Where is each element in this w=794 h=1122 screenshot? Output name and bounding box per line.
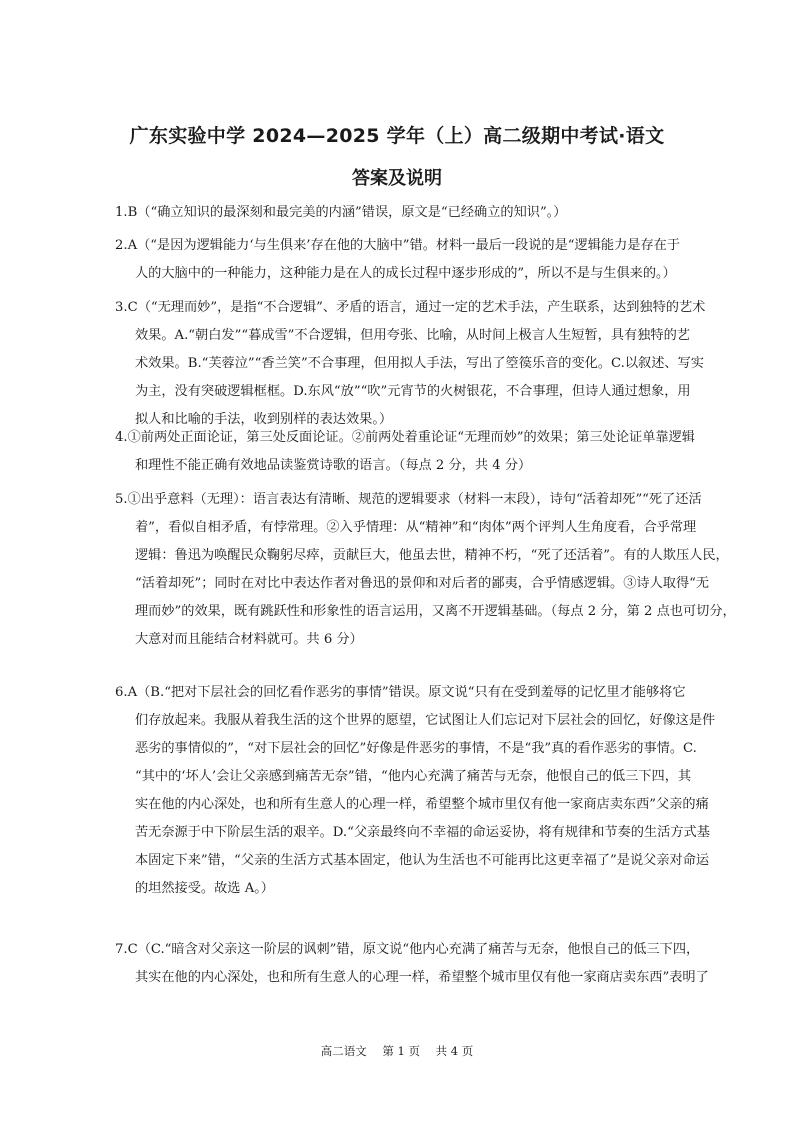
item-number: 1. bbox=[115, 205, 128, 220]
answer-line bbox=[115, 424, 755, 452]
answer-line: 苦无奈源于中下阶层生活的艰辛。D.“父亲最终向不幸福的命运妥协，将有规律和节奏的生活方式基 bbox=[135, 825, 710, 840]
answer-item-5 bbox=[115, 486, 755, 654]
item-text: （C.“暗含对父亲这一阶层的讽刺”错，原文说“他内心充满了痛苦与无奈，他恨自己的低三下四， bbox=[137, 942, 700, 957]
page-title: 广东实验中学 2024—2025 学年（上）高二级期中考试·语文 bbox=[129, 125, 665, 147]
answer-line: 人的大脑中的一种能力，这种能力是在人的成长过程中逐步形成的”，所以不是与生俱来的。） bbox=[135, 266, 676, 281]
footer-total-pages: 共 4 页 bbox=[435, 1044, 474, 1058]
footer-page-number: 第 1 页 bbox=[382, 1044, 420, 1058]
answer-line: 理而妙”的效果，既有跳跃性和形象性的语言运用，又离不开逻辑基础。（每点 2 分，第 2 点也可切分， bbox=[135, 604, 736, 619]
answer-item-6 bbox=[115, 679, 755, 903]
answer-line: 大意对而且能结合材料就可。共 6 分） bbox=[135, 632, 363, 647]
answer-line: “活着却死”；同时在对比中表达作者对鲁迅的景仰和对后者的鄙夷，合乎情感逻辑。③诗人取得“无 bbox=[135, 576, 710, 591]
answer-item-7 bbox=[115, 936, 755, 992]
item-answer: C bbox=[127, 300, 138, 315]
page-subtitle: 答案及说明 bbox=[352, 168, 442, 189]
answer-line: 和理性不能正确有效地品读鉴赏诗歌的语言。（每点 2 分，共 4 分） bbox=[135, 458, 532, 473]
item-number: 6. bbox=[115, 685, 128, 700]
answer-line: 实在他的内心深处，也和所有生意人的心理一样，希望整个城市里仅有他一家商店卖东西”父亲的痛 bbox=[135, 797, 709, 812]
item-number: 7. bbox=[115, 942, 128, 957]
answer-line: 其实在他的内心深处，也和所有生意人的心理一样，希望整个城市里仅有他一家商店卖东西”表明了 bbox=[135, 970, 709, 985]
item-text: （“是因为逻辑能力‘与生俱来’存在他的大脑中”错。材料一最后一段说的是“逻辑能力是存在于 bbox=[137, 238, 681, 253]
answer-line bbox=[115, 232, 755, 260]
page-footer bbox=[0, 1043, 794, 1059]
item-text: （B.“把对下层社会的回忆看作恶劣的事情”错误。原文说“只有在受到羞辱的记忆里才能够将它 bbox=[137, 685, 686, 700]
answer-line: 本固定下来”错，“父亲的生活方式基本固定，他认为生活也不可能再比这更幸福了”是说父亲对命运 bbox=[135, 853, 710, 868]
answer-line: 效果。A.“朝白发”“暮成雪”不合逻辑，但用夸张、比喻，从时间上极言人生短暂，具有独特的艺 bbox=[135, 328, 690, 343]
answer-line: 为主，没有突破逻辑框框。D.东风“放”“吹”元宵节的火树银花，不合事理，但诗人通过想象，用 bbox=[135, 384, 691, 399]
answer-item-1 bbox=[115, 199, 755, 227]
answer-item-2 bbox=[115, 232, 755, 288]
answer-line bbox=[115, 679, 755, 707]
answer-line bbox=[115, 199, 755, 227]
answer-line bbox=[115, 936, 755, 964]
item-answer: B bbox=[127, 205, 138, 220]
answer-line: 的坦然接受。故选 A。） bbox=[135, 881, 274, 896]
item-answer: C bbox=[127, 942, 138, 957]
item-number: 2. bbox=[115, 238, 128, 253]
item-number: 4. bbox=[115, 430, 128, 445]
item-answer: A bbox=[127, 685, 138, 700]
item-text: （“无理而妙”，是指“不合逻辑”、矛盾的语言，通过一定的艺术手法，产生联系，达到独特的艺术 bbox=[137, 300, 706, 315]
answer-line: “其中的‘坏人’会让父亲感到痛苦无奈”错，“他内心充满了痛苦与无奈，他恨自己的低三下四，其 bbox=[135, 769, 692, 784]
item-number: 5. bbox=[115, 492, 128, 507]
answer-line bbox=[115, 486, 755, 514]
item-number: 3. bbox=[115, 300, 128, 315]
item-text: ①出乎意料（无理）：语言表达有清晰、规范的逻辑要求（材料一末段），诗句“活着却死”“死了还活 bbox=[127, 492, 702, 507]
answer-line: 们存放起来。我服从着我生活的这个世界的愿望，它试图让人们忘记对下层社会的回忆，好像这是件 bbox=[135, 713, 716, 728]
answer-item-3 bbox=[115, 294, 755, 434]
item-text: ①前两处正面论证，第三处反面论证。②前两处着重论证“无理而妙”的效果；第三处论证单靠逻辑 bbox=[127, 430, 695, 445]
answer-line: 拟人和比喻的手法，收到别样的表达效果。） bbox=[135, 412, 393, 427]
footer-subject: 高二语文 bbox=[320, 1044, 367, 1058]
item-text: （“确立知识的最深刻和最完美的内涵”错误，原文是“已经确立的知识”。） bbox=[137, 205, 567, 220]
answer-line: 恶劣的事情似的”，“对下层社会的回忆”好像是件恶劣的事情，不是“我”真的看作恶劣的事情。C. bbox=[135, 741, 697, 756]
answer-line: 逻辑：鲁迅为唤醒民众鞠躬尽瘁，贡献巨大，他虽去世，精神不朽，“死了还活着”。有的人欺压人民， bbox=[135, 548, 729, 563]
item-answer: A bbox=[127, 238, 138, 253]
answer-line: 术效果。B.“芙蓉泣”“香兰笑”不合事理，但用拟人手法，写出了箜篌乐音的变化。C.以叙述、写实 bbox=[135, 356, 704, 371]
answer-line bbox=[115, 294, 755, 322]
answer-item-4 bbox=[115, 424, 755, 480]
answer-line: 着”，看似自相矛盾，有悖常理。②入乎情理：从“精神”和“肉体”两个评判人生角度看，合乎常理 bbox=[135, 520, 697, 535]
